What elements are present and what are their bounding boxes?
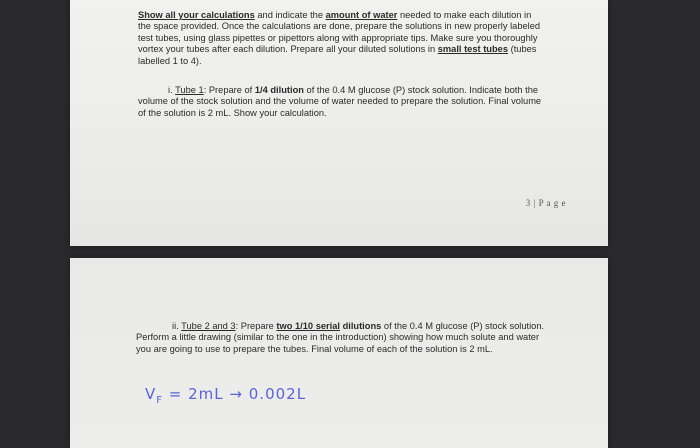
intro-text: (tubes labelled 1 to 4). xyxy=(138,44,537,66)
intro-text: and indicate the xyxy=(254,10,326,20)
intro-text: needed to make each dilution in the space provided. Once the calculations are done, prepare the solutions in new properly labeled test tubes, using glass pipettes or pipettors along with appropriate tips. Make sure you thoroughly vortex your tubes after each dilution. Prepare all your diluted solutions in xyxy=(138,10,541,55)
instructions-paragraph xyxy=(138,10,542,67)
page-3 xyxy=(70,0,608,246)
amount-of-water-text: amount of water xyxy=(325,10,398,20)
question-numeral: ii. xyxy=(172,321,182,331)
page-number: 3 | P a g e xyxy=(525,198,566,208)
tube-1-label: Tube 1 xyxy=(175,85,204,95)
question-text: of the 0.4 M glucose (P) stock solution. Indicate both the volume of the stock solution and the volume of water needed to prepare the solution. Final volume of the solution is 2 mL. Show your calculation. xyxy=(138,85,542,118)
show-calculations-text: Show all your calculations xyxy=(138,10,255,20)
tube-2-3-label: Tube 2 and 3 xyxy=(181,321,236,331)
dilution-ratio: 1/4 dilution xyxy=(254,85,304,95)
handwritten-subscript: F xyxy=(156,395,164,406)
question-text: : Prepare xyxy=(235,321,277,331)
question-text: of the 0.4 M glucose (P) stock solution. Perform a little drawing (similar to the one in the introduction) showing how much solute and water you are going to use to prepare the tubes. Final volume of each of the solution is 2 mL. xyxy=(136,321,545,354)
tube-1-question xyxy=(138,85,548,119)
page-4 xyxy=(70,258,608,448)
handwritten-v: V xyxy=(145,385,157,403)
serial-dilution-text: two 1/10 serial xyxy=(276,321,340,331)
dilutions-text: dilutions xyxy=(339,321,382,331)
tube-2-3-question xyxy=(136,321,556,355)
handwritten-answer xyxy=(145,385,306,406)
question-numeral: i. xyxy=(168,85,176,95)
question-text: : Prepare of xyxy=(203,85,255,95)
small-test-tubes-text: small test tubes xyxy=(437,44,509,55)
handwritten-equation: = 2mL → 0.002L xyxy=(163,385,307,403)
